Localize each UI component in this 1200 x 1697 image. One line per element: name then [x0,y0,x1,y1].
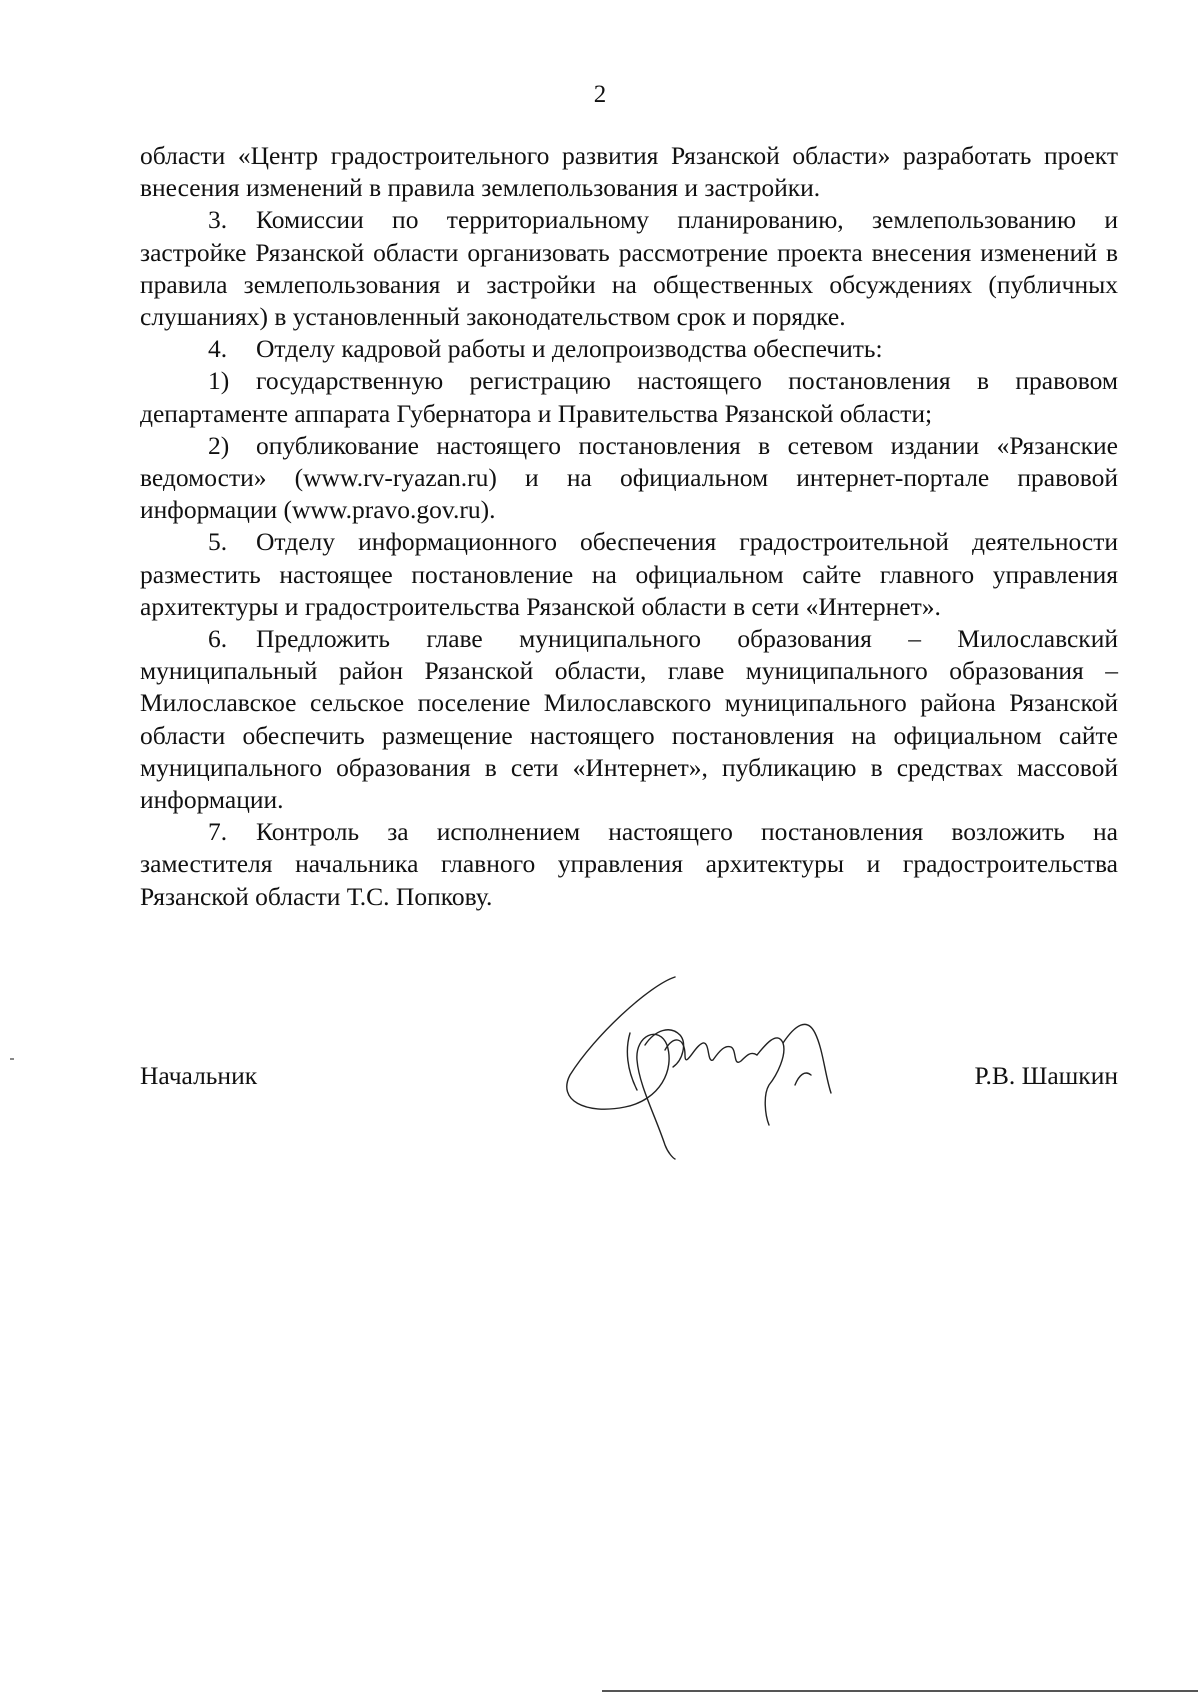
subparagraph-2 [140,430,1118,527]
document-body [140,140,1118,913]
paragraph-text: Комиссии по территориальному планированию, землепользованию и застройке Рязанской области организовать рассмотрение проекта внесения изменений в правила землепользования и застройки на общественных обсуждениях (публичных слушаниях) в установленный законодательством срок и порядке. [140,205,1118,332]
paragraph-number: 3. [208,205,228,235]
paragraph-continuation [140,140,1118,204]
paragraph-text: Отделу кадровой работы и делопроизводства обеспечить: [256,334,883,364]
paragraph-text: опубликование настоящего постановления в сетевом издании «Рязанские ведомости» (www.rv-ryazan.ru) и на официальном интернет-портале правовой информации (www.pravo.gov.ru). [140,430,1118,525]
paragraph-5 [140,526,1118,623]
signatory-title: Начальник [140,1061,258,1090]
page-number: 2 [593,81,607,108]
paragraph-number: 1) [208,366,230,396]
subparagraph-1 [140,365,1118,429]
scan-speck [10,1058,14,1060]
paragraph-number: 4. [208,334,228,364]
paragraph-6 [140,623,1118,816]
paragraph-text: Отделу информационного обеспечения градостроительной деятельности разместить настоящее постановление на официальном сайте главного управления архитектуры и градостроительства Рязанской области в сети «Интернет». [140,527,1118,621]
paragraph-number: 6. [208,624,228,654]
paragraph-number: 2) [208,430,230,460]
paragraph-number: 5. [208,527,228,557]
paragraph-number: 7. [208,817,228,847]
paragraph-text: области «Центр градостроительного развития Рязанской области» разработать проект внесения изменений в правила землепользования и застройки. [140,141,1118,203]
signature-row [140,1060,1118,1096]
paragraph-7 [140,816,1118,913]
paragraph-text: государственную регистрацию настоящего постановления в правовом департаменте аппарата Губернатора и Правительства Рязанской области; [140,366,1118,428]
signatory-name: Р.В. Шашкин [974,1061,1118,1090]
paragraph-4 [140,333,1118,365]
paragraph-text: Предложить главе муниципального образования – Милославский муниципальный район Рязанской области, главе муниципального образования – Милославское сельское поселение Милославского муниципального района Рязанской области обеспечить размещение настоящего постановления на официальном сайте муниципального образования в сети «Интернет», публикацию в средствах массовой информации. [140,624,1118,815]
paragraph-3 [140,204,1118,333]
bottom-rule [602,1690,1198,1692]
paragraph-text: Контроль за исполнением настоящего постановления возложить на заместителя начальника главного управления архитектуры и градостроительства Рязанской области Т.С. Попкову. [140,817,1118,911]
